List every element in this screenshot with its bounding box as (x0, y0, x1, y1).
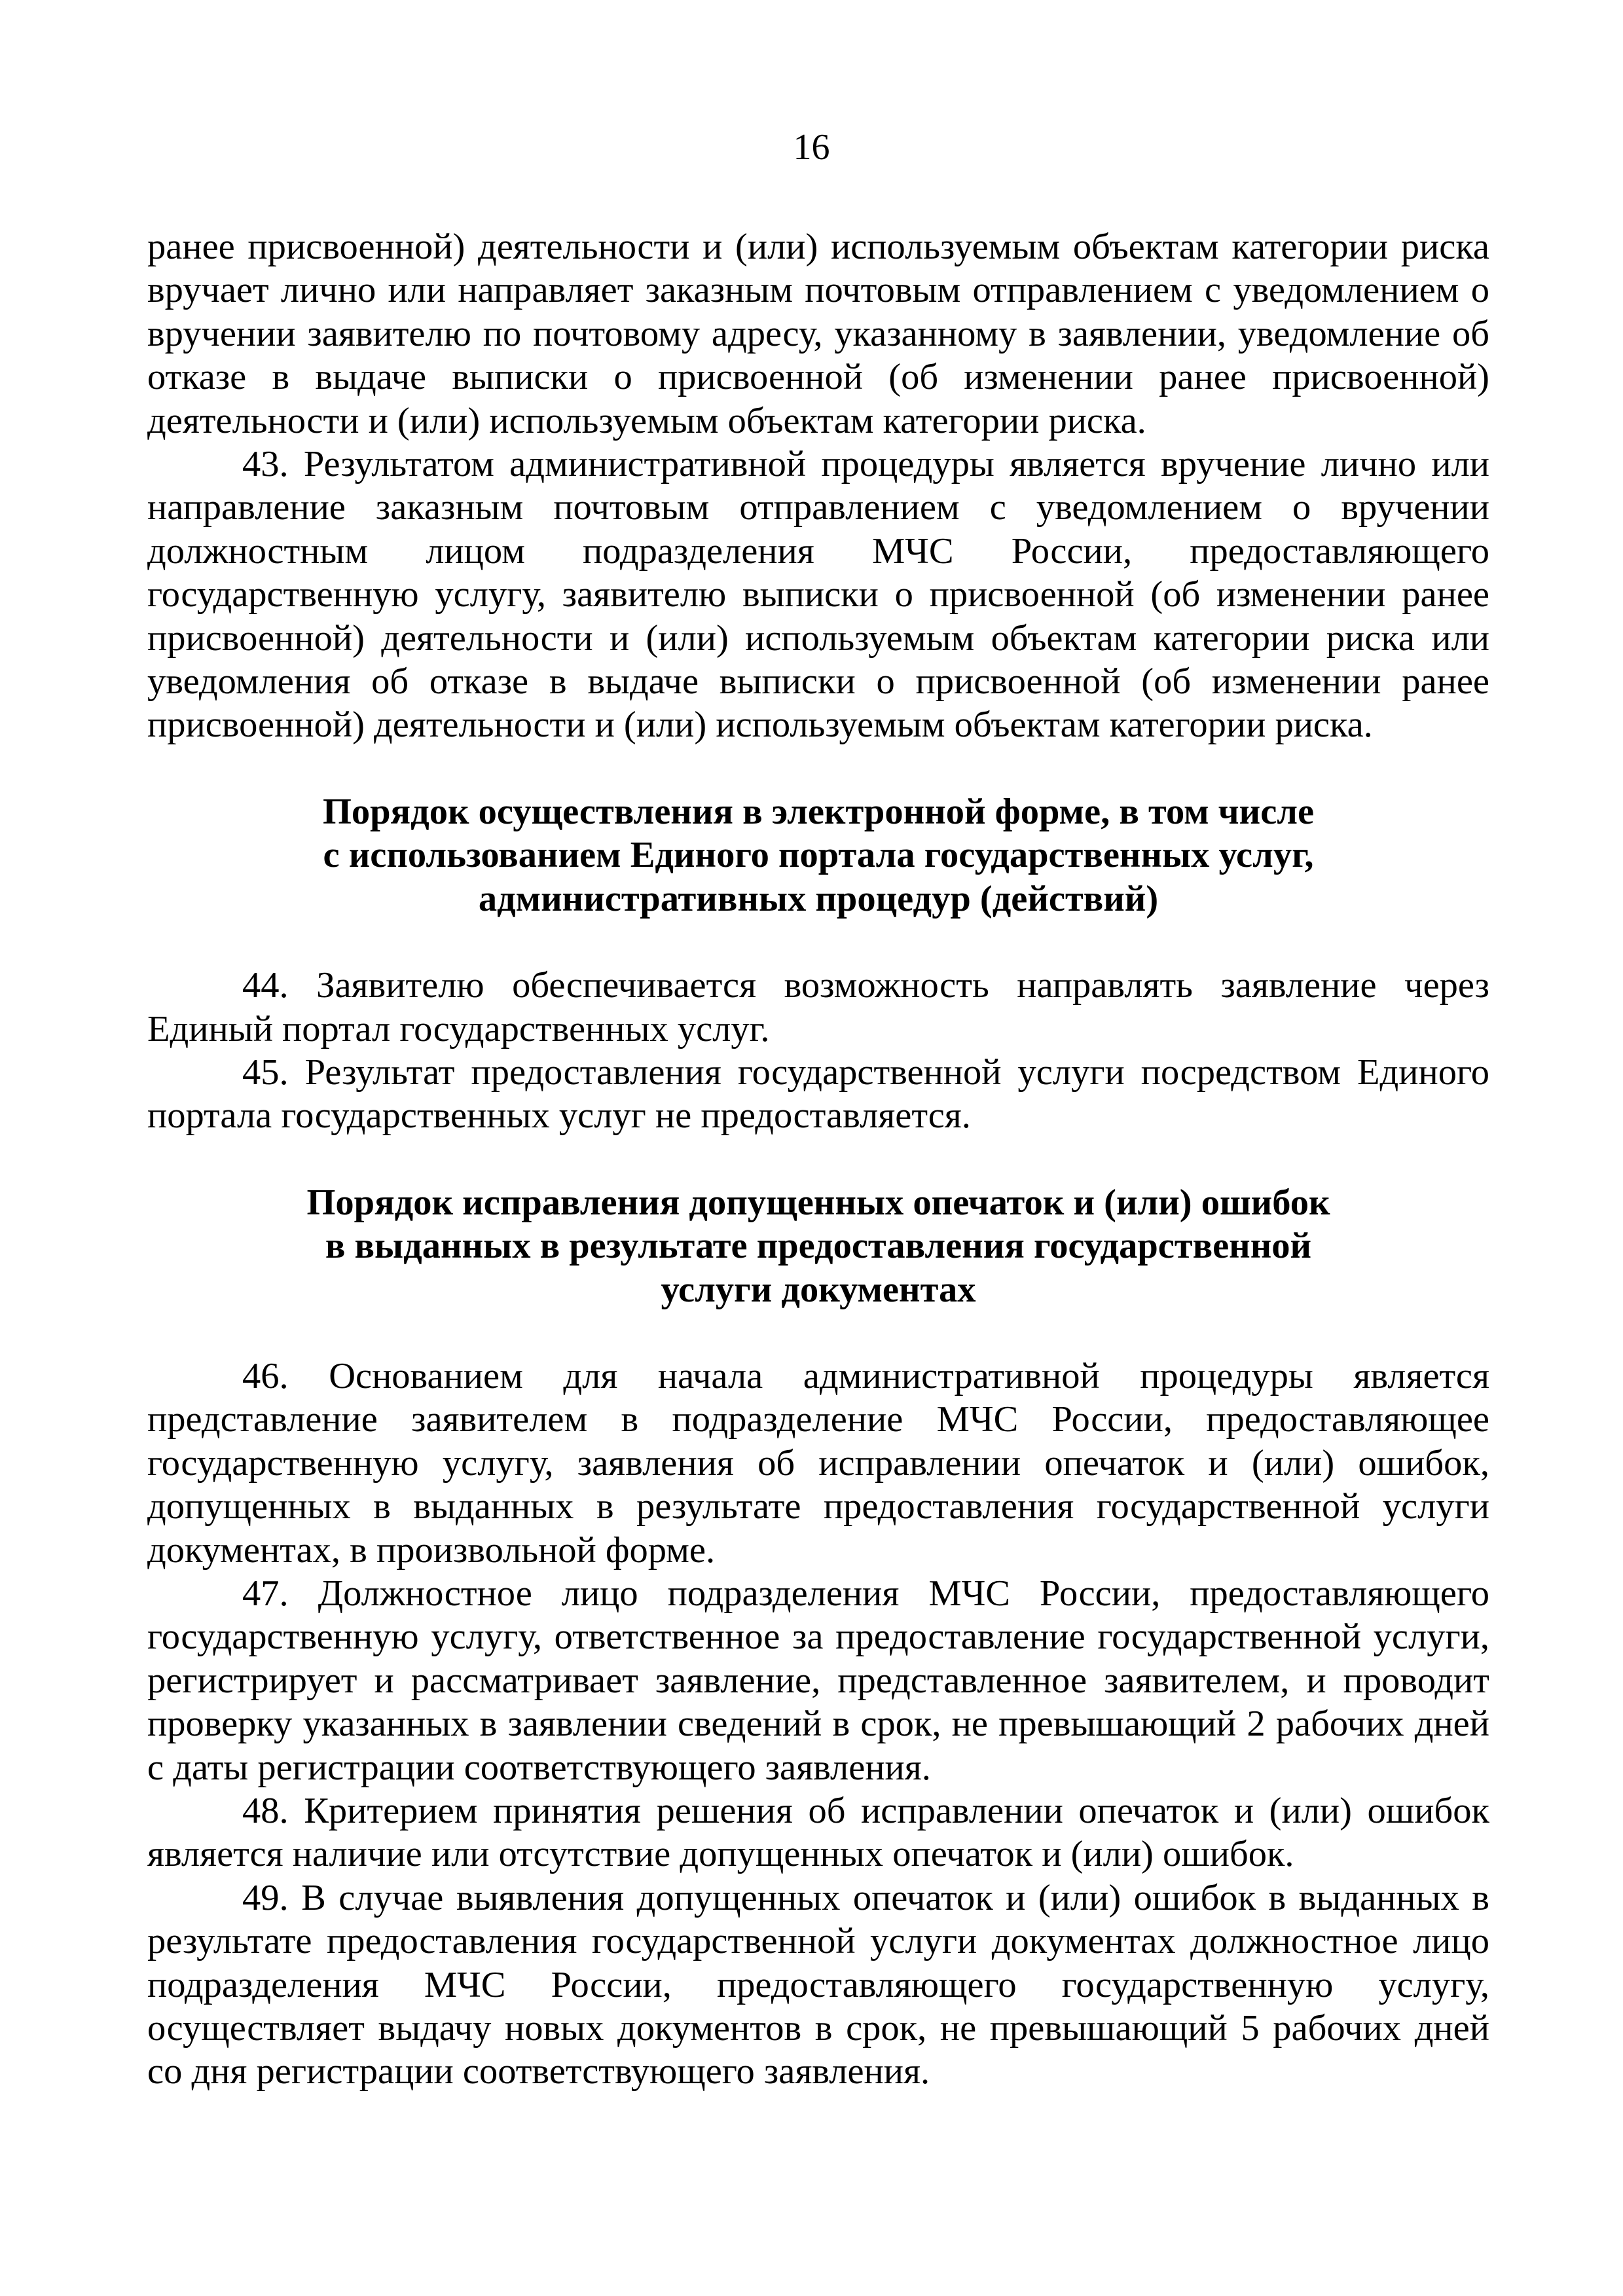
paragraph-44: 44. Заявителю обеспечивается возможность направлять заявление через Единый портал государственных услуг. (147, 965, 1489, 1049)
heading-line: услуги документах (661, 1269, 976, 1310)
paragraph-47: 47. Должностное лицо подразделения МЧС России, предоставляющего государственную услугу, ответственное за предоставление государственной услуги, регистрирует и рассматривает заявление, представленное заявителем, и проводит проверку указанных в заявлении сведений в срок, не превышающий 2 рабочих дней с даты регистрации соответствующего заявления. (147, 1573, 1489, 1788)
heading-line: в выданных в результате предоставления государственной (325, 1226, 1312, 1267)
paragraph-continuation: ранее присвоенной) деятельности и (или) используемым объектам категории риска вручает лично или направляет заказным почтовым отправлением с уведомлением о вручении заявителю по почтовому адресу, указанному в заявлении, уведомление об отказе в выдаче выписки о присвоенной (об изменении ранее присвоенной) деятельности и (или) используемым объектам категории риска. (147, 227, 1489, 441)
paragraph-48: 48. Критерием принятия решения об исправлении опечаток и (или) ошибок является наличие или отсутствие допущенных опечаток и (или) ошибок. (147, 1791, 1489, 1875)
heading-line: административных процедур (действий) (478, 878, 1159, 919)
page-number: 16 (793, 127, 830, 168)
document-body (147, 225, 1489, 2094)
paragraph-45: 45. Результат предоставления государственной услуги посредством Единого портала государственных услуг не предоставляется. (147, 1051, 1489, 1137)
heading-line: с использованием Единого портала государственных услуг, (323, 835, 1314, 876)
heading-line: Порядок исправления допущенных опечаток и (или) ошибок (306, 1182, 1330, 1223)
paragraph-49: 49. В случае выявления допущенных опечаток и (или) ошибок в выданных в результате предоставления государственной услуги документах должностное лицо подразделения МЧС России, предоставляющего государственную услугу, осуществляет выдачу новых документов в срок, не превышающий 5 рабочих дней со дня регистрации соответствующего заявления. (147, 1877, 1489, 2092)
section-heading-error-correction (147, 1181, 1489, 1311)
heading-line: Порядок осуществления в электронной форме, в том числе (322, 791, 1315, 832)
paragraph-43: 43. Результатом административной процедуры является вручение лично или направление заказным почтовым отправлением с уведомлением о вручении должностным лицом подразделения МЧС России, предоставляющего государственную услугу, заявителю выписки о присвоенной (об изменении ранее присвоенной) деятельности и (или) используемым объектам категории риска или уведомления об отказе в выдаче выписки о присвоенной (об изменении ранее присвоенной) деятельности и (или) используемым объектам категории риска. (147, 444, 1489, 746)
section-heading-electronic-form (147, 790, 1489, 920)
paragraph-46: 46. Основанием для начала административной процедуры является представление заявителем в подразделение МЧС России, предоставляющее государственную услугу, заявления об исправлении опечаток и (или) ошибок, допущенных в выданных в результате предоставления государственной услуги документах, в произвольной форме. (147, 1355, 1489, 1571)
